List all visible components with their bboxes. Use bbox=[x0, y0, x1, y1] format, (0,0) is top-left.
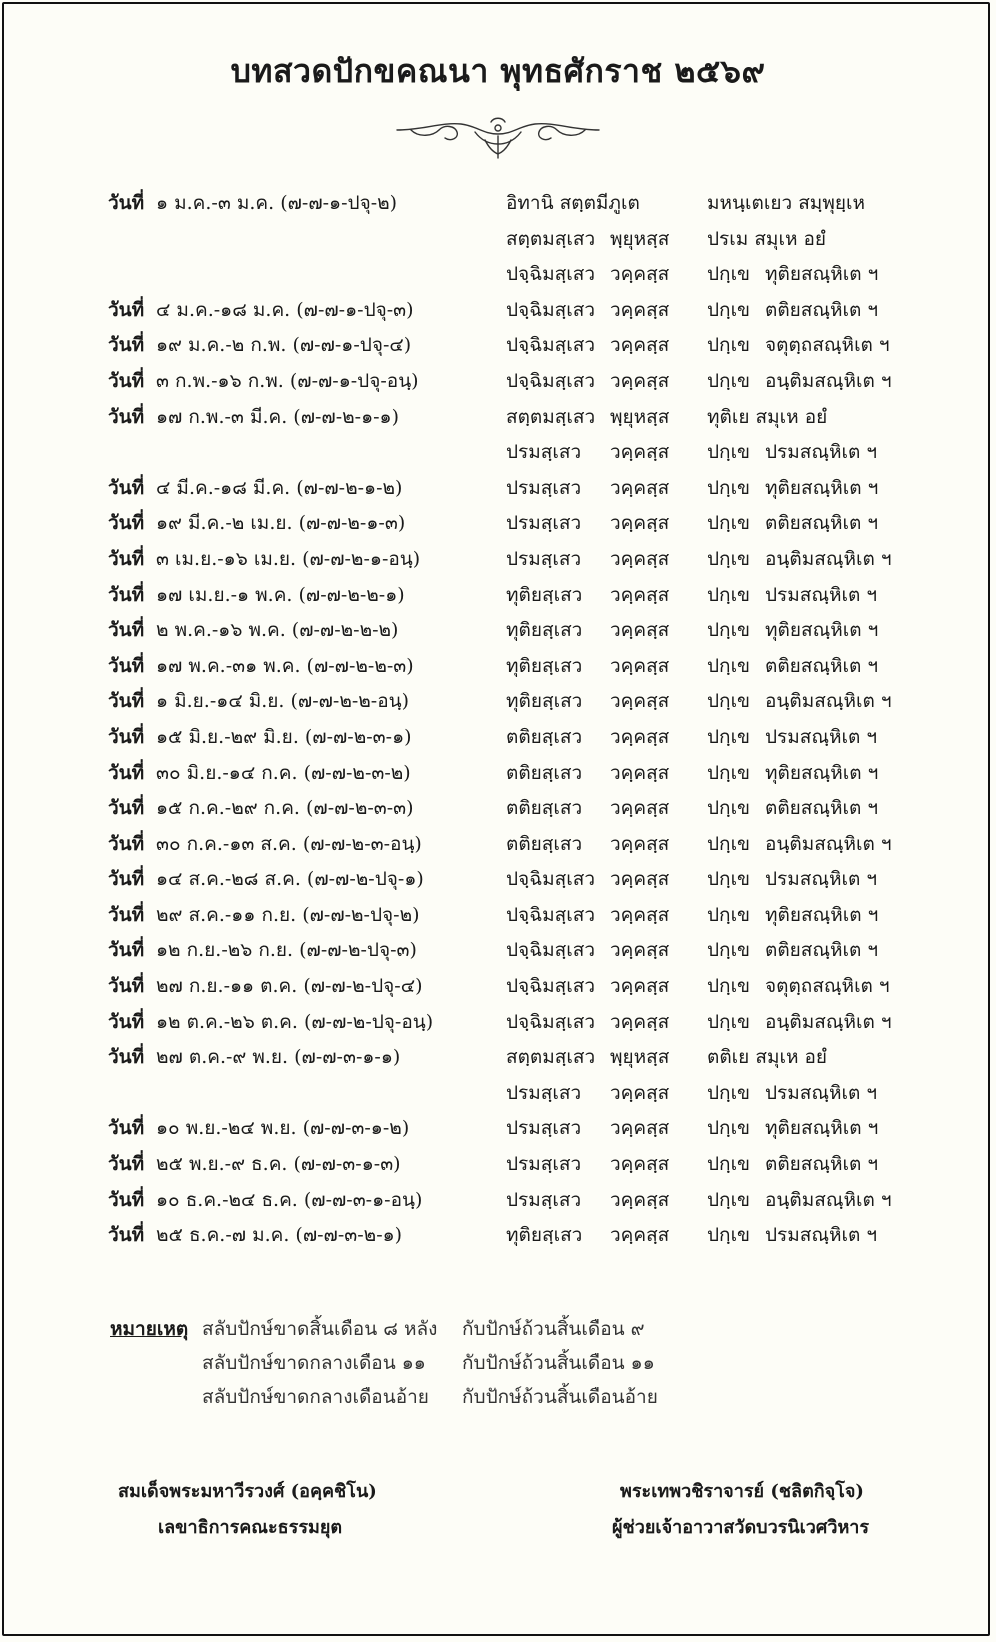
schedule-row bbox=[108, 684, 908, 720]
chant-section: ปรมสฺเสว bbox=[506, 1153, 582, 1176]
schedule-row bbox=[108, 649, 908, 685]
chant-group: วคฺคสฺส bbox=[610, 1081, 670, 1104]
schedule-row bbox=[108, 1183, 908, 1219]
chant-group: พฺยุหสฺส bbox=[610, 1046, 670, 1069]
chant-section: ตติยสฺเสว bbox=[506, 761, 583, 784]
schedule-row bbox=[108, 862, 908, 898]
chant-section: ปจฺฉิมสฺเสว bbox=[506, 298, 596, 321]
chant-ending: อนฺติมสณฺหิเต ฯ bbox=[765, 369, 892, 392]
schedule-row bbox=[108, 898, 908, 934]
date-range: ๓ เม.ย.-๑๖ เม.ย. (๗-๗-๒-๑-อนฺ) bbox=[156, 547, 421, 570]
note-swap-to: กับปักษ์ถ้วนสิ้นเดือน ๑๑ bbox=[462, 1352, 655, 1374]
date-range: ๑๗ พ.ค.-๓๑ พ.ค. (๗-๗-๒-๒-๓) bbox=[156, 654, 414, 677]
chant-group: วคฺคสฺส bbox=[610, 654, 670, 677]
chant-section: สตฺตมสฺเสว bbox=[506, 405, 596, 428]
date-range: ๒๕ พ.ย.-๙ ธ.ค. (๗-๗-๓-๑-๓) bbox=[156, 1153, 401, 1176]
schedule-row bbox=[108, 400, 908, 436]
chant-ending: ปรมสณฺหิเต ฯ bbox=[765, 1224, 878, 1247]
notes-section bbox=[110, 1312, 710, 1414]
date-range: ๑๒ ก.ย.-๒๖ ก.ย. (๗-๗-๒-ปจุ-๓) bbox=[156, 939, 417, 962]
date-range: ๑๗ เม.ย.-๑ พ.ค. (๗-๗-๒-๒-๑) bbox=[156, 583, 405, 606]
chant-phrase: ปกฺเข bbox=[707, 903, 751, 926]
chant-group: วคฺคสฺส bbox=[610, 975, 670, 998]
chant-section: ทุติยสฺเสว bbox=[506, 1224, 583, 1247]
chant-ending: จตุตฺถสณฺหิเต ฯ bbox=[765, 975, 890, 998]
chant-ending: ปรมสณฺหิเต ฯ bbox=[765, 441, 878, 464]
schedule-row bbox=[108, 1005, 908, 1041]
schedule-table bbox=[108, 186, 908, 1254]
chant-phrase: ปกฺเข bbox=[707, 725, 751, 748]
chant-phrase: ปกฺเข bbox=[707, 334, 751, 357]
note-swap-from: สลับปักษ์ขาดสิ้นเดือน ๘ หลัง bbox=[202, 1318, 438, 1340]
chant-section: ปจฺฉิมสฺเสว bbox=[506, 334, 596, 357]
row-label: วันที่ bbox=[108, 192, 145, 214]
chant-group: วคฺคสฺส bbox=[610, 512, 670, 535]
date-range: ๑๔ ส.ค.-๒๘ ส.ค. (๗-๗-๒-ปจุ-๑) bbox=[156, 868, 424, 891]
page-title: บทสวดปักขคณนา พุทธศักราช ๒๕๖๙ bbox=[230, 52, 766, 90]
date-range: ๑ มิ.ย.-๑๔ มิ.ย. (๗-๗-๒-๒-อนฺ) bbox=[156, 690, 410, 713]
chant-section: ตติยสฺเสว bbox=[506, 832, 583, 855]
note-row bbox=[110, 1380, 710, 1414]
chant-ending: อนฺติมสณฺหิเต ฯ bbox=[765, 832, 892, 855]
signature-right-position: ผู้ช่วยเจ้าอาวาสวัดบวรนิเวศวิหาร bbox=[612, 1517, 870, 1538]
flourish-ornament bbox=[393, 114, 603, 160]
row-label: วันที่ bbox=[108, 583, 145, 606]
chant-phrase: ปกฺเข bbox=[707, 797, 751, 820]
row-label: วันที่ bbox=[108, 369, 145, 392]
chant-section: ปจฺฉิมสฺเสว bbox=[506, 369, 596, 392]
chant-ending: ทุติยสณฺหิเต ฯ bbox=[765, 476, 879, 499]
chant-group: วคฺคสฺส bbox=[610, 939, 670, 962]
note-row bbox=[110, 1312, 710, 1346]
chant-ending: จตุตฺถสณฺหิเต ฯ bbox=[765, 334, 890, 357]
chant-group: วคฺคสฺส bbox=[610, 263, 670, 286]
schedule-row bbox=[108, 827, 908, 863]
row-label: วันที่ bbox=[108, 334, 145, 357]
schedule-row bbox=[108, 222, 908, 258]
note-swap-to: กับปักษ์ถ้วนสิ้นเดือนอ้าย bbox=[462, 1386, 658, 1408]
chant-phrase: ปกฺเข bbox=[707, 441, 751, 464]
chant-phrase: ปกฺเข bbox=[707, 832, 751, 855]
chant-ending: ตติยสณฺหิเต ฯ bbox=[765, 797, 879, 820]
chant-phrase: ปกฺเข bbox=[707, 1153, 751, 1176]
date-range: ๑ ม.ค.-๓ ม.ค. (๗-๗-๑-ปจุ-๒) bbox=[156, 192, 398, 214]
chant-section: ทุติยสฺเสว bbox=[506, 583, 583, 606]
chant-section: ทุติยสฺเสว bbox=[506, 619, 583, 642]
chant-phrase: ปกฺเข bbox=[707, 654, 751, 677]
date-range: ๑๐ ธ.ค.-๒๔ ธ.ค. (๗-๗-๓-๑-อนฺ) bbox=[156, 1188, 423, 1211]
chant-section: สตฺตมสฺเสว bbox=[506, 1046, 596, 1069]
schedule-row bbox=[108, 542, 908, 578]
chant-ending: อนฺติมสณฺหิเต ฯ bbox=[765, 1010, 892, 1033]
chant-section: ปจฺฉิมสฺเสว bbox=[506, 868, 596, 891]
chant-ending: ตติยสณฺหิเต ฯ bbox=[765, 1153, 879, 1176]
chant-ending: อนฺติมสณฺหิเต ฯ bbox=[765, 547, 892, 570]
chant-ending: ทุติยสณฺหิเต ฯ bbox=[765, 1117, 879, 1140]
schedule-row bbox=[108, 613, 908, 649]
chant-ending: ทุติยสณฺหิเต ฯ bbox=[765, 263, 879, 286]
signature-left-name: สมเด็จพระมหาวีรวงศ์ (อคฺคชิโน) bbox=[118, 1481, 377, 1502]
schedule-row bbox=[108, 1076, 908, 1112]
date-range: ๓๐ มิ.ย.-๑๔ ก.ค. (๗-๗-๒-๓-๒) bbox=[156, 761, 411, 784]
schedule-row bbox=[108, 1147, 908, 1183]
chant-section: ปรมสฺเสว bbox=[506, 547, 582, 570]
chant-section: ตติยสฺเสว bbox=[506, 725, 583, 748]
note-swap-from: สลับปักษ์ขาดกลางเดือน ๑๑ bbox=[202, 1352, 426, 1374]
chant-ending: ตติยสณฺหิเต ฯ bbox=[765, 512, 879, 535]
chant-group: วคฺคสฺส bbox=[610, 868, 670, 891]
date-range: ๒๕ ธ.ค.-๗ ม.ค. (๗-๗-๓-๒-๑) bbox=[156, 1224, 403, 1247]
chant-phrase: ปกฺเข bbox=[707, 1081, 751, 1104]
schedule-row bbox=[108, 578, 908, 614]
chant-ending: ทุติยสณฺหิเต ฯ bbox=[765, 761, 879, 784]
row-label: วันที่ bbox=[108, 725, 145, 748]
schedule-row bbox=[108, 1111, 908, 1147]
signature-right bbox=[612, 1474, 869, 1546]
schedule-row bbox=[108, 969, 908, 1005]
date-range: ๑๕ ก.ค.-๒๙ ก.ค. (๗-๗-๒-๓-๓) bbox=[156, 797, 414, 820]
chant-group: วคฺคสฺส bbox=[610, 797, 670, 820]
schedule-row bbox=[108, 791, 908, 827]
chant-section: ปรมสฺเสว bbox=[506, 512, 582, 535]
schedule-row bbox=[108, 293, 908, 329]
chant-phrase: ตติเย สมุเห อยํ bbox=[707, 1046, 828, 1069]
date-range: ๓ ก.พ.-๑๖ ก.พ. (๗-๗-๑-ปจุ-อนฺ) bbox=[156, 369, 419, 392]
row-label: วันที่ bbox=[108, 1046, 145, 1069]
chant-phrase: ปรเม สมุเห อยํ bbox=[707, 227, 827, 250]
chant-group: วคฺคสฺส bbox=[610, 619, 670, 642]
chant-phrase: ปกฺเข bbox=[707, 619, 751, 642]
row-label: วันที่ bbox=[108, 405, 145, 428]
chant-group: วคฺคสฺส bbox=[610, 1153, 670, 1176]
row-label: วันที่ bbox=[108, 298, 145, 321]
row-label: วันที่ bbox=[108, 797, 145, 820]
chant-phrase: ปกฺเข bbox=[707, 1117, 751, 1140]
date-range: ๑๗ ก.พ.-๓ มี.ค. (๗-๗-๒-๑-๑) bbox=[156, 405, 400, 428]
row-label: วันที่ bbox=[108, 1188, 145, 1211]
schedule-row bbox=[108, 1040, 908, 1076]
schedule-row bbox=[108, 257, 908, 293]
row-label: วันที่ bbox=[108, 547, 145, 570]
schedule-row bbox=[108, 328, 908, 364]
chant-group: วคฺคสฺส bbox=[610, 1224, 670, 1247]
chant-section: ทุติยสฺเสว bbox=[506, 690, 583, 713]
chant-section: ทุติยสฺเสว bbox=[506, 654, 583, 677]
date-range: ๑๙ ม.ค.-๒ ก.พ. (๗-๗-๑-ปจุ-๔) bbox=[156, 334, 412, 357]
chant-phrase: ทุติเย สมุเห อยํ bbox=[707, 405, 828, 428]
chant-phrase: ปกฺเข bbox=[707, 298, 751, 321]
chant-group: วคฺคสฺส bbox=[610, 690, 670, 713]
signature-right-name: พระเทพวชิราจารย์ (ชลิตกิจฺโจ) bbox=[620, 1481, 864, 1502]
schedule-row bbox=[108, 720, 908, 756]
date-range: ๑๙ มี.ค.-๒ เม.ย. (๗-๗-๒-๑-๓) bbox=[156, 512, 406, 535]
chant-phrase: ปกฺเข bbox=[707, 547, 751, 570]
chant-phrase: ปกฺเข bbox=[707, 939, 751, 962]
chant-phrase: ปกฺเข bbox=[707, 583, 751, 606]
chant-phrase: ปกฺเข bbox=[707, 1010, 751, 1033]
chant-phrase: ปกฺเข bbox=[707, 975, 751, 998]
date-range: ๓๐ ก.ค.-๑๓ ส.ค. (๗-๗-๒-๓-อนฺ) bbox=[156, 832, 422, 855]
chant-ending: ปรมสณฺหิเต ฯ bbox=[765, 583, 878, 606]
chant-section: ปจฺฉิมสฺเสว bbox=[506, 903, 596, 926]
chant-ending: ปรมสณฺหิเต ฯ bbox=[765, 868, 878, 891]
chant-ending: ตติยสณฺหิเต ฯ bbox=[765, 939, 879, 962]
chant-section: ปจฺฉิมสฺเสว bbox=[506, 939, 596, 962]
row-label: วันที่ bbox=[108, 761, 145, 784]
date-range: ๑๕ มิ.ย.-๒๙ มิ.ย. (๗-๗-๒-๓-๑) bbox=[156, 725, 412, 748]
chant-ending: ปรมสณฺหิเต ฯ bbox=[765, 725, 878, 748]
schedule-row bbox=[108, 933, 908, 969]
chant-section: ปจฺฉิมสฺเสว bbox=[506, 1010, 596, 1033]
note-row bbox=[110, 1346, 710, 1380]
row-label: วันที่ bbox=[108, 1153, 145, 1176]
row-label: วันที่ bbox=[108, 690, 145, 713]
date-range: ๒๗ ต.ค.-๙ พ.ย. (๗-๗-๓-๑-๑) bbox=[156, 1046, 401, 1069]
chant-section: ปรมสฺเสว bbox=[506, 1081, 582, 1104]
schedule-row bbox=[108, 471, 908, 507]
chant-ending: อนฺติมสณฺหิเต ฯ bbox=[765, 1188, 892, 1211]
chant-section: ปรมสฺเสว bbox=[506, 441, 582, 464]
chant-group: วคฺคสฺส bbox=[610, 832, 670, 855]
note-swap-to: กับปักษ์ถ้วนสิ้นเดือน ๙ bbox=[462, 1318, 645, 1340]
row-label: วันที่ bbox=[108, 868, 145, 891]
row-label: วันที่ bbox=[108, 1224, 145, 1247]
chant-group: วคฺคสฺส bbox=[610, 369, 670, 392]
chant-phrase: ปกฺเข bbox=[707, 690, 751, 713]
chant-section: สตฺตมสฺเสว bbox=[506, 227, 596, 250]
chant-phrase: ปกฺเข bbox=[707, 512, 751, 535]
chant-group: วคฺคสฺส bbox=[610, 761, 670, 784]
chant-group: วคฺคสฺส bbox=[610, 334, 670, 357]
chant-section: ปรมสฺเสว bbox=[506, 476, 582, 499]
chant-group: วคฺคสฺส bbox=[610, 441, 670, 464]
schedule-row bbox=[108, 1218, 908, 1254]
row-label: วันที่ bbox=[108, 975, 145, 998]
chant-group: วคฺคสฺส bbox=[610, 547, 670, 570]
chant-ending: ตติยสณฺหิเต ฯ bbox=[765, 654, 879, 677]
note-swap-from: สลับปักษ์ขาดกลางเดือนอ้าย bbox=[202, 1386, 429, 1408]
schedule-row bbox=[108, 506, 908, 542]
chant-group: วคฺคสฺส bbox=[610, 476, 670, 499]
chant-ending: ทุติยสณฺหิเต ฯ bbox=[765, 903, 879, 926]
chant-group: พฺยุหสฺส bbox=[610, 405, 670, 428]
row-label: วันที่ bbox=[108, 939, 145, 962]
chant-phrase: ปกฺเข bbox=[707, 476, 751, 499]
row-label: วันที่ bbox=[108, 476, 145, 499]
schedule-row bbox=[108, 756, 908, 792]
date-range: ๔ ม.ค.-๑๘ ม.ค. (๗-๗-๑-ปจุ-๓) bbox=[156, 298, 414, 321]
date-range: ๒๙ ส.ค.-๑๑ ก.ย. (๗-๗-๒-ปจุ-๒) bbox=[156, 903, 420, 926]
chant-group: วคฺคสฺส bbox=[610, 1117, 670, 1140]
row-label: วันที่ bbox=[108, 654, 145, 677]
schedule-row bbox=[108, 435, 908, 471]
chant-group: วคฺคสฺส bbox=[610, 903, 670, 926]
chant-group: วคฺคสฺส bbox=[610, 725, 670, 748]
schedule-row bbox=[108, 364, 908, 400]
signature-left bbox=[118, 1474, 377, 1546]
row-label: วันที่ bbox=[108, 903, 145, 926]
chant-phrase: ปกฺเข bbox=[707, 263, 751, 286]
chant-phrase: ปกฺเข bbox=[707, 1224, 751, 1247]
chant-section: ปจฺฉิมสฺเสว bbox=[506, 975, 596, 998]
chant-phrase: ปกฺเข bbox=[707, 868, 751, 891]
row-label: วันที่ bbox=[108, 832, 145, 855]
row-label: วันที่ bbox=[108, 1010, 145, 1033]
date-range: ๑๐ พ.ย.-๒๔ พ.ย. (๗-๗-๓-๑-๒) bbox=[156, 1117, 410, 1140]
date-range: ๒ พ.ค.-๑๖ พ.ค. (๗-๗-๒-๒-๒) bbox=[156, 619, 399, 642]
schedule-row bbox=[108, 186, 908, 222]
row-label: วันที่ bbox=[108, 619, 145, 642]
date-range: ๑๒ ต.ค.-๒๖ ต.ค. (๗-๗-๒-ปจุ-อนฺ) bbox=[156, 1010, 434, 1033]
chant-section: ปรมสฺเสว bbox=[506, 1188, 582, 1211]
chant-ending: ปรมสณฺหิเต ฯ bbox=[765, 1081, 878, 1104]
date-range: ๒๗ ก.ย.-๑๑ ต.ค. (๗-๗-๒-ปจุ-๔) bbox=[156, 975, 423, 998]
row-label: วันที่ bbox=[108, 512, 145, 535]
chant-phrase: ปกฺเข bbox=[707, 369, 751, 392]
chant-section: ตติยสฺเสว bbox=[506, 797, 583, 820]
chant-section: ปจฺฉิมสฺเสว bbox=[506, 263, 596, 286]
chant-phrase: ปกฺเข bbox=[707, 1188, 751, 1211]
date-range: ๔ มี.ค.-๑๘ มี.ค. (๗-๗-๒-๑-๒) bbox=[156, 476, 403, 499]
row-label: วันที่ bbox=[108, 1117, 145, 1140]
chant-section: อิทานิ สตฺตมีภูเต bbox=[506, 192, 640, 214]
chant-group: วคฺคสฺส bbox=[610, 1188, 670, 1211]
chant-group: พฺยุหสฺส bbox=[610, 227, 670, 250]
chant-ending: ทุติยสณฺหิเต ฯ bbox=[765, 619, 879, 642]
notes-label: หมายเหตุ bbox=[110, 1318, 189, 1340]
chant-phrase: ปกฺเข bbox=[707, 761, 751, 784]
chant-group: วคฺคสฺส bbox=[610, 1010, 670, 1033]
signature-left-position: เลขาธิการคณะธรรมยุต bbox=[158, 1517, 343, 1538]
chant-group: วคฺคสฺส bbox=[610, 583, 670, 606]
chant-ending: อนฺติมสณฺหิเต ฯ bbox=[765, 690, 892, 713]
chant-phrase: มหนฺเตเยว สมฺพุยฺเห bbox=[707, 192, 866, 214]
chant-group: วคฺคสฺส bbox=[610, 298, 670, 321]
chant-ending: ตติยสณฺหิเต ฯ bbox=[765, 298, 879, 321]
chant-section: ปรมสฺเสว bbox=[506, 1117, 582, 1140]
